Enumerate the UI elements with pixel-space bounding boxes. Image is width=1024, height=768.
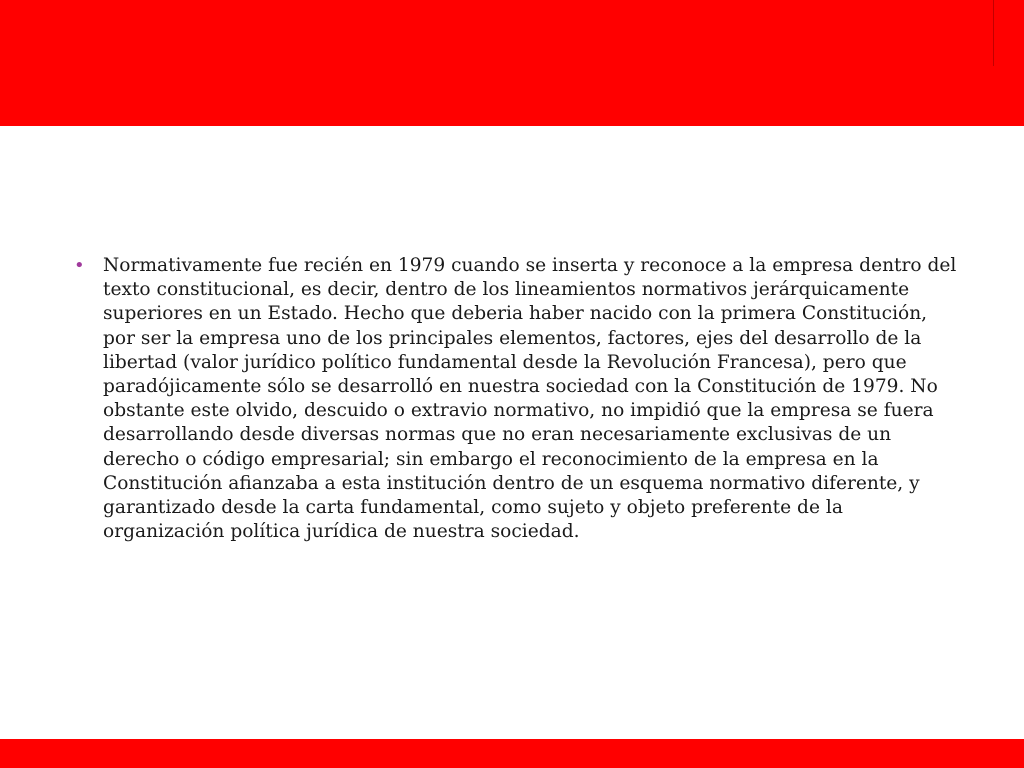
top-band-divider-line — [993, 0, 994, 66]
bottom-red-band — [0, 739, 1024, 768]
top-red-band — [0, 0, 1024, 126]
slide-body — [72, 254, 962, 544]
bullet-text: Normativamente fue recién en 1979 cuando se inserta y reconoce a la empresa dentro del texto constitucional, es decir, dentro de los lineamientos normativos jerárquicamente superiores en un Estado. Hecho que deberia haber nacido con la primera Constitución, por ser la empresa uno de los principales elementos, factores, ejes del desarrollo de la libertad (valor jurídico político fundamental desde la Revolución Francesa), pero que paradójicamente sólo se desarrolló en nuestra sociedad con la Constitución de 1979. No obstante este olvido, descuido o extravio normativo, no impidió que la empresa se fuera desarrollando desde diversas normas que no eran necesariamente exclusivas de un derecho o código empresarial; sin embargo el reconocimiento de la empresa en la Constitución afianzaba a esta institución dentro de un esquema normativo diferente, y garantizado desde la carta fundamental, como sujeto y objeto preferente de la organización política jurídica de nuestra sociedad. — [103, 255, 957, 543]
bullet-item — [72, 254, 962, 544]
bullet-marker: • — [74, 255, 85, 276]
